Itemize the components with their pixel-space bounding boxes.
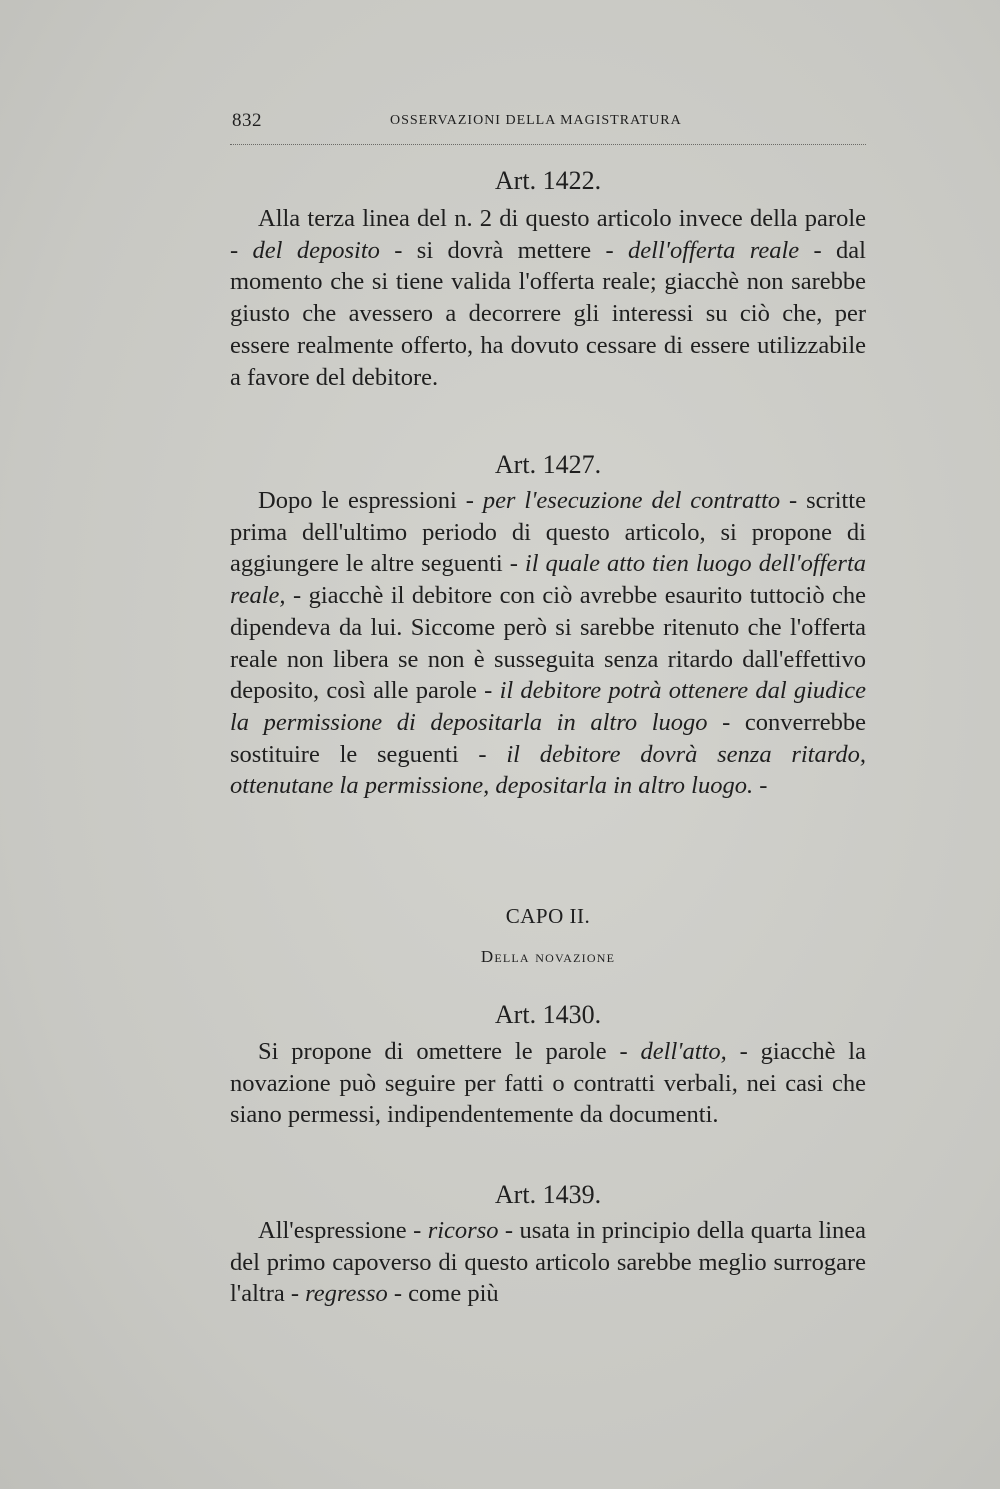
running-header: [230, 108, 866, 145]
page-number: 832: [232, 110, 262, 131]
article-heading-1427: Art. 1427.: [494, 450, 602, 479]
article-heading-1439: Art. 1439.: [494, 1180, 602, 1209]
article-text-1430: Si propone di omettere le parole - dell'atto, - giacchè la novazione può seguire per fatti o contratti verbali, nei casi che siano permessi, indipendentemente da documenti.: [230, 1038, 866, 1129]
article-text-1422: Alla terza linea del n. 2 di questo articolo invece della parole - del deposito - si dovrà mettere - dell'offerta reale - dal momento che si tiene valida l'offerta reale; giacchè non sarebbe giusto che avessero a decorrere gli interessi su ciò che, per essere realmente offerto, ha dovuto cessare di essere utilizzabile a favore del debitore.: [230, 205, 866, 391]
running-title: OSSERVAZIONI DELLA MAGISTRATURA: [390, 113, 682, 128]
article-text-1439: All'espressione - ricorso - usata in principio della quarta linea del primo capoverso di questo articolo sarebbe meglio surrogare l'altra - regresso - come più: [230, 1217, 866, 1308]
article-heading-1430: Art. 1430.: [494, 1000, 602, 1029]
chapter-title: Della novazione: [480, 947, 616, 966]
article-text-1427: Dopo le espressioni - per l'esecuzione del contratto - scritte prima dell'ultimo periodo di questo articolo, si propone di aggiungere le altre seguenti - il quale atto tien luogo dell'offerta reale, - giacchè il debitore con ciò avrebbe esaurito tuttociò che dipendeva da lui. Siccome però si sarebbe ritenuto che l'offerta reale non libera se non è susseguita senza ritardo dall'effettivo deposito, così alle parole - il debitore potrà ottenere dal giudice la permissione di depositarla in altro luogo - converrebbe sostituire le seguenti - il debitore dovrà senza ritardo, ottenutane la permissione, depositarla in altro luogo. -: [230, 487, 866, 800]
chapter-heading: CAPO II.: [505, 904, 591, 928]
article-heading-1422: Art. 1422.: [494, 166, 602, 195]
